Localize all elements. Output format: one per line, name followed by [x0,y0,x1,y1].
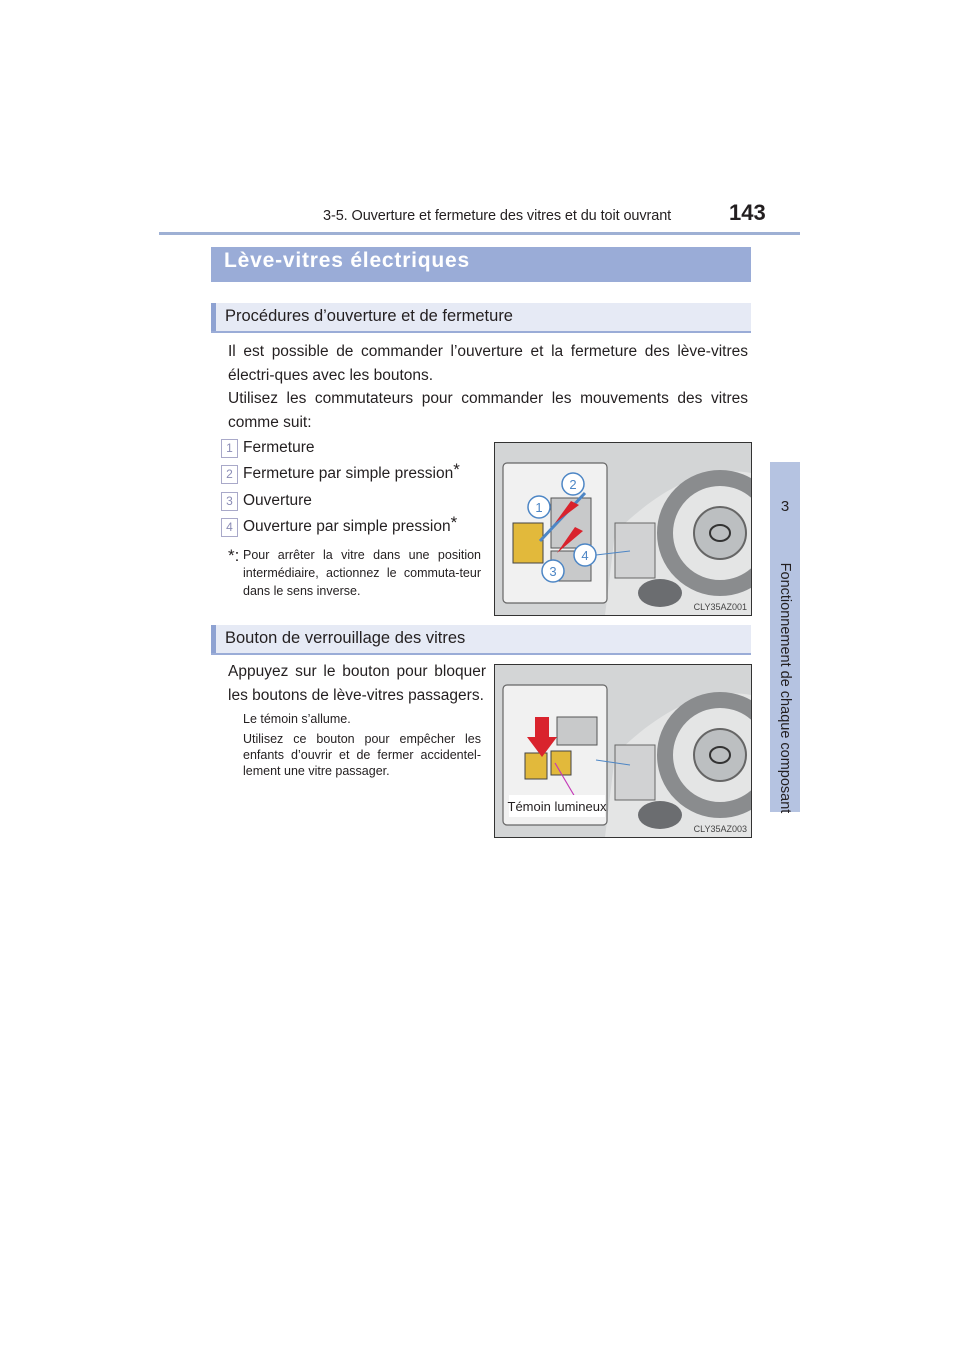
subsection-accent [211,303,216,331]
subsection-title-lock: Bouton de verrouillage des vitres [225,629,466,647]
list-number: 1 [221,439,238,458]
footnote-star: * [450,513,458,532]
note: Utilisez ce bouton pour empêcher les enfants d’ouvrir et de fermer accidentel-lement une vitre passager. [243,732,481,778]
chapter-number: 3 [780,498,790,515]
paragraph: Appuyez sur le bouton pour bloquer les boutons de lève-vitres passagers. [228,663,486,704]
window-switch-illustration [494,442,752,616]
footnote-mark: *: [228,546,240,565]
window-lock-illustration [494,664,752,838]
list-item-label: Ouverture [243,492,312,509]
paragraph: Il est possible de commander l’ouverture et la fermeture des lève-vitres électri-ques avec les boutons. [228,343,748,384]
paragraph: Utilisez les commutateurs pour commander les mouvements des vitres comme suit: [228,390,748,431]
callout-3: 3 [549,564,557,579]
callout-2: 2 [569,477,577,492]
chapter-label: Fonctionnement de chaque composant [777,562,793,814]
callout-1: 1 [535,500,543,515]
list-item-label: Fermeture [243,439,315,456]
list-number: 4 [221,518,238,537]
header-rule [159,232,800,235]
callout-4: 4 [581,548,589,563]
list-number: 3 [221,492,238,511]
footnote: Pour arrêter la vitre dans une position intermédiaire, actionnez le commuta-teur dans le sens inverse. [243,548,481,598]
figure-label: Témoin lumineux [507,799,607,814]
running-header: 3-5. Ouverture et fermeture des vitres et du toit ouvrant [323,208,672,224]
subsection-title-procedures: Procédures d’ouverture et de fermeture [225,307,513,325]
list-item-label: Fermeture par simple pression* [243,460,460,482]
dashboard-drawing [495,443,751,615]
figure-code: CLY35AZ001 [693,602,747,612]
section-title: Lève-vitres électriques [224,249,471,272]
list-item-label: Ouverture par simple pression* [243,513,458,535]
note: Le témoin s’allume. [243,712,351,726]
dashboard-drawing [495,665,751,837]
page-number: 143 [729,200,766,225]
footnote-star: * [453,460,460,479]
figure-code: CLY35AZ003 [693,824,747,834]
list-number: 2 [221,465,238,484]
subsection-accent [211,625,216,653]
